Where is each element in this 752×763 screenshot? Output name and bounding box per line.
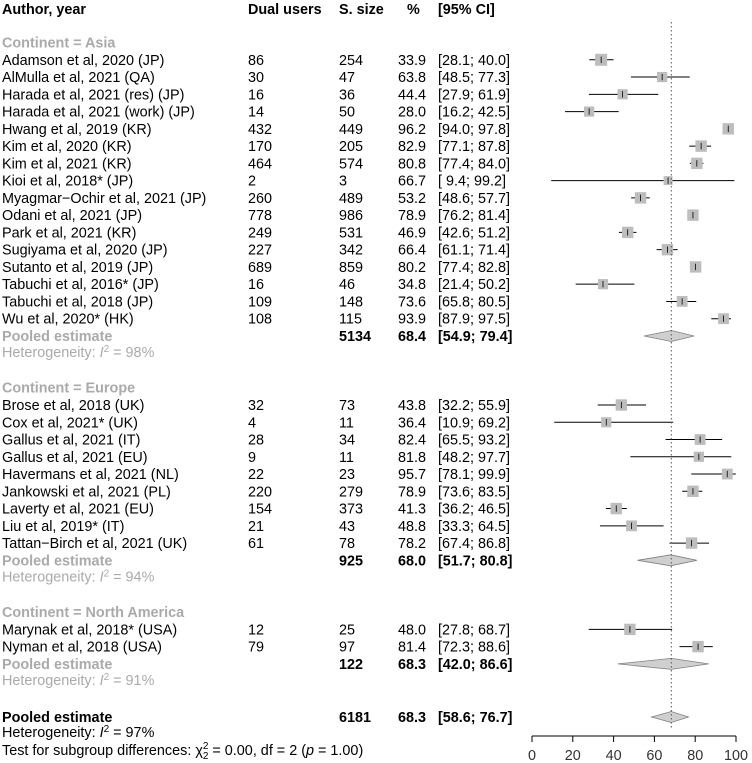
- subgroup-test-prefix: Test for subgroup differences:: [2, 743, 196, 759]
- pooled-ci: [42.0; 86.6]: [438, 656, 513, 673]
- study-dual-users: 109: [248, 294, 273, 311]
- overall-sample-size: 6181: [339, 710, 372, 726]
- x-tick-label: 40: [605, 748, 622, 763]
- study-ci: [48.2; 97.7]: [438, 449, 511, 466]
- heterogeneity-label: Heterogeneity:: [2, 345, 100, 362]
- heterogeneity-symbol: I: [99, 345, 104, 362]
- group-label: Continent = Europe: [2, 380, 136, 397]
- study-ci: [87.9; 97.5]: [438, 311, 511, 328]
- study-ci: [28.1; 40.0]: [438, 52, 511, 69]
- study-dual-users: 32: [248, 398, 265, 414]
- heterogeneity-value: = 98%: [109, 345, 155, 362]
- heterogeneity-superscript: 2: [103, 568, 110, 580]
- heterogeneity-label: Heterogeneity:: [2, 673, 100, 690]
- study-author: Tattan−Birch et al, 2021 (UK): [2, 536, 188, 553]
- study-percent: 78.9: [398, 484, 427, 501]
- heterogeneity-value: = 91%: [109, 673, 155, 690]
- study-author: Sutanto et al, 2019 (JP): [2, 259, 154, 276]
- study-dual-users: 79: [248, 639, 265, 656]
- study-dual-users: 249: [248, 225, 273, 242]
- study-percent: 66.7: [398, 173, 427, 190]
- heterogeneity-superscript: 2: [103, 672, 110, 684]
- study-dual-users: 14: [248, 104, 265, 121]
- study-author: Cox et al, 2021* (UK): [2, 415, 138, 432]
- study-dual-users: 432: [248, 121, 273, 138]
- heterogeneity-label: Heterogeneity:: [2, 569, 100, 586]
- study-dual-users: 778: [248, 208, 273, 225]
- column-headers: [2, 2, 495, 18]
- study-author: Nyman et al, 2018 (USA): [2, 639, 162, 656]
- study-dual-users: 21: [248, 518, 265, 535]
- table-rows: [2, 36, 512, 762]
- study-percent: 43.8: [398, 398, 427, 414]
- study-author: Odani et al, 2021 (JP): [2, 208, 142, 225]
- study-ci: [76.2; 81.4]: [438, 208, 511, 225]
- study-sample-size: 373: [339, 501, 364, 518]
- study-percent: 48.0: [398, 622, 427, 639]
- study-author: Harada et al, 2021 (work) (JP): [2, 104, 195, 121]
- study-dual-users: 464: [248, 156, 273, 173]
- study-sample-size: 859: [339, 259, 364, 276]
- study-ci: [77.4; 84.0]: [438, 156, 511, 173]
- chi-subscript: 2: [202, 751, 209, 762]
- study-author: Park et al, 2021 (KR): [2, 225, 137, 242]
- study-dual-users: 154: [248, 501, 273, 518]
- study-percent: 46.9: [398, 225, 427, 242]
- study-percent: 82.9: [398, 139, 427, 156]
- study-percent: 53.2: [398, 190, 427, 207]
- study-percent: 93.9: [398, 311, 427, 328]
- study-author: Myagmar−Ochir et al, 2021 (JP): [2, 190, 207, 207]
- study-author: Tabuchi et al, 2018 (JP): [2, 294, 154, 311]
- study-ci: [48.6; 57.7]: [438, 190, 511, 207]
- study-sample-size: 115: [339, 311, 362, 328]
- study-dual-users: 16: [248, 277, 265, 294]
- chi-symbol: χ: [195, 743, 203, 759]
- study-author: Sugiyama et al, 2020 (JP): [2, 242, 168, 259]
- pooled-sample-size: 925: [339, 553, 364, 570]
- pooled-label: Pooled estimate: [2, 553, 113, 570]
- study-percent: 78.9: [398, 208, 427, 225]
- study-dual-users: 22: [248, 467, 265, 484]
- study-author: Kioi et al, 2018* (JP): [2, 173, 134, 190]
- study-ci: [77.1; 87.8]: [438, 139, 511, 156]
- heterogeneity-superscript: 2: [103, 344, 110, 356]
- pooled-label: Pooled estimate: [2, 656, 113, 673]
- header-ci: [95% CI]: [438, 2, 495, 18]
- study-ci: [65.8; 80.5]: [438, 294, 511, 311]
- study-ci: [72.3; 88.6]: [438, 639, 511, 656]
- study-ci: [78.1; 99.9]: [438, 467, 511, 484]
- x-tick-label: 60: [646, 748, 663, 763]
- heterogeneity-value: = 97%: [109, 725, 155, 741]
- study-percent: 34.8: [398, 277, 427, 294]
- plot-area: [551, 22, 736, 729]
- x-tick-label: 20: [564, 748, 581, 763]
- group-label: Continent = Asia: [2, 35, 116, 52]
- study-percent: 95.7: [398, 467, 427, 484]
- study-dual-users: 16: [248, 87, 265, 104]
- overall-percent: 68.3: [398, 710, 427, 726]
- study-percent: 66.4: [398, 242, 427, 259]
- study-dual-users: 220: [248, 484, 273, 501]
- study-sample-size: 34: [339, 432, 356, 449]
- study-sample-size: 97: [339, 639, 356, 656]
- study-ci: [ 9.4; 99.2]: [438, 173, 507, 190]
- pooled-percent: 68.0: [398, 553, 427, 570]
- heterogeneity-superscript: 2: [103, 724, 110, 735]
- study-ci: [77.4; 82.8]: [438, 259, 511, 276]
- subgroup-test-stats: = 0.00, df = 2 (: [208, 743, 307, 759]
- study-ci: [10.9; 69.2]: [438, 415, 511, 432]
- study-sample-size: 50: [339, 104, 356, 121]
- pooled-ci: [51.7; 80.8]: [438, 553, 513, 570]
- study-percent: 44.4: [398, 87, 427, 104]
- pooled-percent: 68.3: [398, 656, 427, 673]
- study-ci: [67.4; 86.8]: [438, 536, 511, 553]
- study-author: Tabuchi et al, 2016* (JP): [2, 277, 159, 294]
- study-percent: 80.8: [398, 156, 427, 173]
- study-author: Laverty et al, 2021 (EU): [2, 501, 154, 518]
- study-percent: 81.4: [398, 639, 427, 656]
- study-dual-users: 61: [248, 536, 265, 553]
- x-tick-label: 100: [723, 748, 749, 763]
- heterogeneity-symbol: I: [99, 725, 104, 741]
- study-sample-size: 11: [339, 449, 354, 466]
- heterogeneity-text: [2, 724, 155, 741]
- header-dual-users: Dual users: [248, 2, 322, 18]
- x-tick-label: 0: [527, 748, 537, 763]
- study-dual-users: 170: [248, 139, 273, 156]
- study-author: Harada et al, 2021 (res) (JP): [2, 87, 185, 104]
- heterogeneity-symbol: I: [99, 569, 104, 586]
- study-author: Kim et al, 2020 (KR): [2, 139, 132, 156]
- study-percent: 63.8: [398, 70, 427, 87]
- heterogeneity-value: = 94%: [109, 569, 155, 586]
- p-symbol: p: [306, 743, 315, 759]
- study-percent: 33.9: [398, 52, 427, 69]
- study-ci: [27.8; 68.7]: [438, 622, 511, 639]
- study-sample-size: 25: [339, 622, 356, 639]
- heterogeneity-text: [2, 569, 155, 586]
- study-sample-size: 205: [339, 139, 364, 156]
- pooled-diamond: [638, 555, 697, 566]
- study-author: Gallus et al, 2021 (IT): [2, 432, 141, 449]
- pooled-sample-size: 122: [339, 656, 364, 673]
- study-sample-size: 489: [339, 190, 364, 207]
- study-percent: 78.2: [398, 536, 427, 553]
- study-sample-size: 23: [339, 467, 356, 484]
- pooled-diamond: [618, 658, 709, 669]
- study-ci: [42.6; 51.2]: [438, 225, 511, 242]
- pooled-diamond: [652, 712, 689, 723]
- study-sample-size: 73: [339, 398, 356, 414]
- study-author: Brose et al, 2018 (UK): [2, 398, 145, 414]
- study-dual-users: 227: [248, 242, 273, 259]
- pooled-sample-size: 5134: [339, 328, 372, 345]
- study-dual-users: 86: [248, 52, 265, 69]
- study-dual-users: 30: [248, 70, 265, 87]
- pooled-percent: 68.4: [398, 328, 427, 345]
- study-sample-size: 531: [339, 225, 364, 242]
- overall-ci: [58.6; 76.7]: [438, 710, 513, 726]
- study-sample-size: 574: [339, 156, 364, 173]
- study-sample-size: 148: [339, 294, 364, 311]
- study-ci: [33.3; 64.5]: [438, 518, 511, 535]
- pooled-diamond: [644, 331, 694, 342]
- study-sample-size: 986: [339, 208, 364, 225]
- x-tick-label: 80: [687, 748, 704, 763]
- study-ci: [27.9; 61.9]: [438, 87, 511, 104]
- study-ci: [21.4; 50.2]: [438, 277, 511, 294]
- study-sample-size: 47: [339, 70, 356, 87]
- study-percent: 96.2: [398, 121, 427, 138]
- study-percent: 41.3: [398, 501, 427, 518]
- overall-pooled-label: Pooled estimate: [2, 710, 113, 726]
- heterogeneity-text: [2, 344, 155, 361]
- study-percent: 36.4: [398, 415, 427, 432]
- study-sample-size: 11: [339, 415, 354, 432]
- study-ci: [94.0; 97.8]: [438, 121, 511, 138]
- study-sample-size: 254: [339, 52, 364, 69]
- study-author: Marynak et al, 2018* (USA): [2, 622, 178, 639]
- header-author: Author, year: [2, 2, 86, 18]
- chi-superscript: 2: [202, 741, 209, 752]
- study-sample-size: 342: [339, 242, 364, 259]
- study-ci: [48.5; 77.3]: [438, 70, 511, 87]
- study-ci: [36.2; 46.5]: [438, 501, 511, 518]
- study-sample-size: 78: [339, 536, 356, 553]
- study-percent: 82.4: [398, 432, 427, 449]
- study-sample-size: 46: [339, 277, 356, 294]
- study-sample-size: 43: [339, 518, 356, 535]
- subgroup-test-text: [2, 741, 363, 762]
- study-author: Havermans et al, 2021 (NL): [2, 467, 179, 484]
- study-author: Wu et al, 2020* (HK): [2, 311, 134, 328]
- study-ci: [65.5; 93.2]: [438, 432, 511, 449]
- header-sample-size: S. size: [339, 2, 384, 18]
- group-label: Continent = North America: [2, 605, 185, 622]
- heterogeneity-label: Heterogeneity:: [2, 725, 100, 741]
- study-dual-users: 12: [248, 622, 265, 639]
- study-dual-users: 689: [248, 259, 273, 276]
- study-sample-size: 449: [339, 121, 364, 138]
- study-author: Kim et al, 2021 (KR): [2, 156, 132, 173]
- pooled-ci: [54.9; 79.4]: [438, 328, 513, 345]
- study-dual-users: 4: [248, 415, 257, 432]
- study-sample-size: 279: [339, 484, 364, 501]
- study-author: Liu et al, 2019* (IT): [2, 518, 125, 535]
- p-value: = 1.00): [314, 743, 364, 759]
- study-percent: 48.8: [398, 518, 427, 535]
- study-author: Adamson et al, 2020 (JP): [2, 52, 165, 69]
- study-dual-users: 2: [248, 173, 257, 190]
- heterogeneity-symbol: I: [99, 673, 104, 690]
- study-sample-size: 3: [339, 173, 348, 190]
- study-author: Jankowski et al, 2021 (PL): [2, 484, 171, 501]
- study-percent: 73.6: [398, 294, 427, 311]
- header-percent: %: [407, 2, 420, 18]
- heterogeneity-text: [2, 672, 155, 689]
- study-percent: 80.2: [398, 259, 427, 276]
- study-ci: [16.2; 42.5]: [438, 104, 511, 121]
- study-dual-users: 28: [248, 432, 265, 449]
- study-author: Hwang et al, 2019 (KR): [2, 121, 152, 138]
- study-sample-size: 36: [339, 87, 356, 104]
- study-ci: [73.6; 83.5]: [438, 484, 511, 501]
- study-author: Gallus et al, 2021 (EU): [2, 449, 148, 466]
- study-percent: 81.8: [398, 449, 427, 466]
- pooled-label: Pooled estimate: [2, 328, 113, 345]
- study-dual-users: 108: [248, 311, 273, 328]
- x-axis: [528, 736, 748, 763]
- study-author: AlMulla et al, 2021 (QA): [2, 70, 155, 87]
- study-percent: 28.0: [398, 104, 427, 121]
- study-ci: [61.1; 71.4]: [438, 242, 511, 259]
- study-ci: [32.2; 55.9]: [438, 398, 511, 414]
- study-dual-users: 9: [248, 449, 257, 466]
- study-dual-users: 260: [248, 190, 273, 207]
